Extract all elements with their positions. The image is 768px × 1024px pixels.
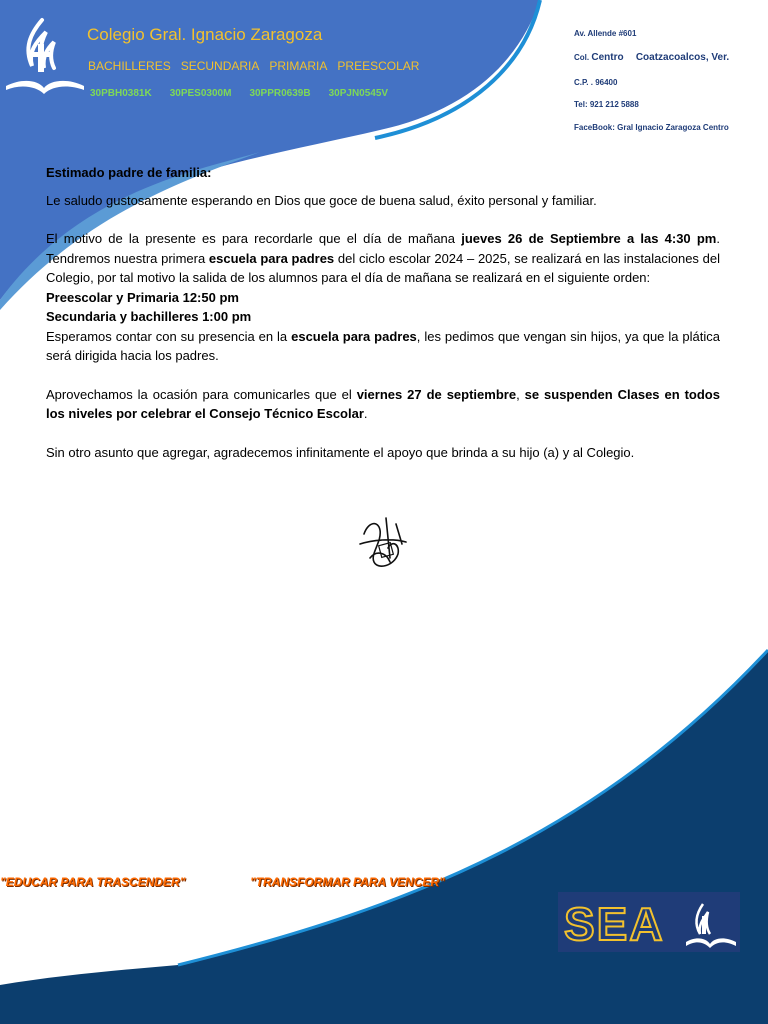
level-secundaria: SECUNDARIA (180, 59, 260, 73)
contact-tel: Tel: 921 212 5888 (574, 100, 639, 109)
letter-paragraph-1: Le saludo gustosamente esperando en Dios que goce de buena salud, éxito personal y familiar. (46, 192, 597, 208)
contact-address: Av. Allende #601 (574, 29, 637, 38)
slogan-transformar: "TRANSFORMAR PARA VENCER" (250, 875, 445, 889)
contact-facebook: FaceBook: Gral Ignacio Zaragoza Centro (574, 123, 729, 132)
slogan-educar: "EDUCAR PARA TRASCENDER" (0, 875, 186, 889)
schedule-preescolar-primaria: Preescolar y Primaria 12:50 pm (46, 289, 239, 305)
letter-greeting: Estimado padre de familia: (46, 165, 212, 180)
schedule-secundaria-bachilleres: Secundaria y bachilleres 1:00 pm (46, 309, 252, 324)
contact-colonia (574, 52, 729, 63)
school-logo-icon (2, 14, 86, 96)
letter-paragraph-2: El motivo de la presente es para recordarle que el día de mañana jueves 26 de Septiembre a las 4:30 pm. Tendremos nuestra primera escuela para padres del ciclo escolar 2024 – 2025, se realizará en las instalaciones del Colegio, por tal motivo la salida de los alumnos para el día de mañana se realizará en el siguiente orden: (46, 231, 720, 285)
school-codes (90, 88, 388, 99)
signature-icon (356, 514, 412, 572)
contact-col-value: Centro (591, 52, 624, 63)
school-levels (88, 59, 429, 73)
letter-paragraph-3: Esperamos contar con su presencia en la escuela para padres, les pedimos que vengan sin hijos, ya que la plática será dirigida hacia los padres. (46, 328, 720, 363)
code-2: 30PES0300M (169, 88, 232, 99)
letter-body (46, 163, 720, 462)
level-primaria: PRIMARIA (269, 59, 328, 73)
school-name: Colegio Gral. Ignacio Zaragoza (87, 25, 323, 44)
sea-logo-text: SEA (564, 898, 665, 950)
contact-col-label: Col. (574, 53, 590, 62)
level-bachilleres: BACHILLERES (88, 59, 171, 73)
contact-cp: C.P. . 96400 (574, 78, 618, 87)
code-1: 30PBH0381K (90, 88, 152, 99)
code-3: 30PPR0639B (249, 88, 311, 99)
code-4: 30PJN0545V (328, 88, 389, 99)
letter-paragraph-4: Aprovechamos la ocasión para comunicarles que el viernes 27 de septiembre, se suspenden Clases en todos los niveles por celebrar el Consejo Técnico Escolar. (46, 386, 720, 421)
contact-city: Coatzacoalcos, Ver. (635, 52, 730, 63)
level-preescolar: PREESCOLAR (337, 59, 420, 73)
sea-logo (558, 892, 740, 952)
footer-wave (0, 650, 768, 1024)
letter-closing: Sin otro asunto que agregar, agradecemos infinitamente el apoyo que brinda a su hijo (a) y al Colegio. (46, 444, 635, 460)
